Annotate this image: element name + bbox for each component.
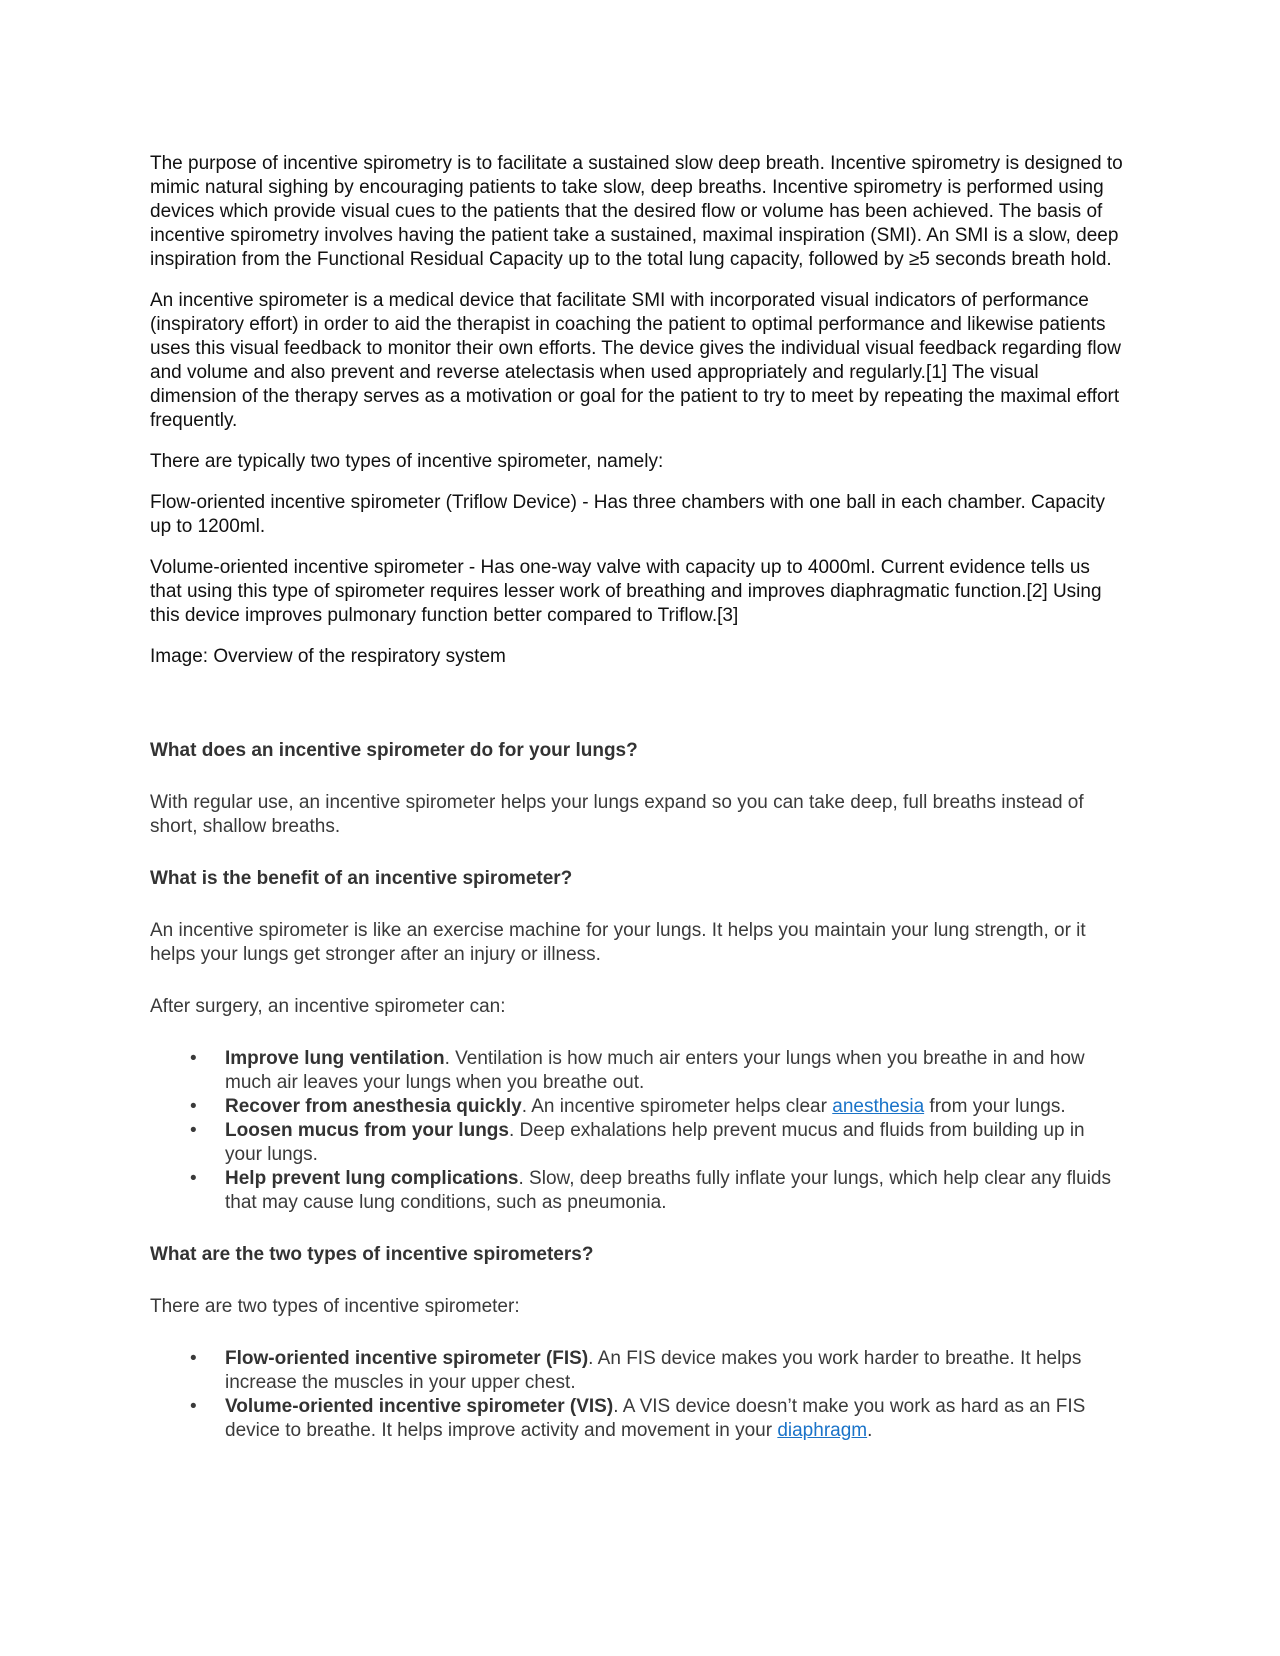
paragraph: Volume-oriented incentive spirometer - Has one-way valve with capacity up to 4000ml. Current evidence tells us that using this type of spirometer requires lesser work of breathing and improves diaphragmatic function.[2] Using this device improves pulmonary function better compared to Triflow.[3] — [150, 557, 1102, 626]
paragraph: There are typically two types of incentive spirometer, namely: — [150, 451, 664, 472]
document-page — [150, 152, 1125, 1471]
paragraph: After surgery, an incentive spirometer can: — [150, 996, 506, 1017]
list-item — [150, 1047, 1125, 1095]
benefits-list — [150, 1047, 1125, 1215]
item-title: Improve lung ventilation — [225, 1048, 445, 1069]
heading-what-does: What does an incentive spirometer do for your lungs? — [150, 740, 638, 761]
bullet-icon: • — [190, 1396, 197, 1417]
list-item — [150, 1095, 1125, 1119]
diaphragm-link[interactable]: diaphragm — [777, 1420, 868, 1441]
bullet-icon: • — [190, 1348, 197, 1369]
item-title: Recover from anesthesia quickly — [225, 1096, 522, 1117]
anesthesia-link[interactable]: anesthesia — [832, 1096, 925, 1117]
heading-two-types: What are the two types of incentive spirometers? — [150, 1244, 594, 1265]
item-text: . — [867, 1420, 873, 1441]
section-overview — [150, 152, 1125, 669]
bullet-icon: • — [190, 1048, 197, 1069]
paragraph: There are two types of incentive spirometer: — [150, 1296, 520, 1317]
item-title: Volume-oriented incentive spirometer (VIS) — [225, 1396, 614, 1417]
section-faq — [150, 739, 1125, 1443]
paragraph: Flow-oriented incentive spirometer (Triflow Device) - Has three chambers with one ball in each chamber. Capacity up to 1200ml. — [150, 492, 1105, 537]
item-text: . Deep exhalations help prevent mucus and fluids from building up in your lungs. — [225, 1120, 1085, 1165]
bullet-icon: • — [190, 1168, 197, 1189]
list-item — [150, 1167, 1125, 1215]
bullet-icon: • — [190, 1120, 197, 1141]
item-text: . An FIS device makes you work harder to breathe. It helps increase the muscles in your upper chest. — [225, 1348, 1082, 1393]
item-title: Help prevent lung complications — [225, 1168, 519, 1189]
item-title: Flow-oriented incentive spirometer (FIS) — [225, 1348, 589, 1369]
item-text: from your lungs. — [924, 1096, 1066, 1117]
list-item — [150, 1347, 1125, 1395]
paragraph: An incentive spirometer is a medical device that facilitate SMI with incorporated visual indicators of performance (inspiratory effort) in order to aid the therapist in coaching the patient to optimal performance and likewise patients uses this visual feedback to monitor their own efforts. The device gives the individual visual feedback regarding flow and volume and also prevent and reverse atelectasis when used appropriately and regularly.[1] The visual dimension of the therapy serves as a motivation or goal for the patient to try to meet by repeating the maximal effort frequently. — [150, 290, 1121, 431]
paragraph: An incentive spirometer is like an exercise machine for your lungs. It helps you maintain your lung strength, or it helps your lungs get stronger after an injury or illness. — [150, 920, 1086, 965]
item-text: . Ventilation is how much air enters your lungs when you breathe in and how much air leaves your lungs when you breathe out. — [225, 1048, 1085, 1093]
item-text: . An incentive spirometer helps clear — [521, 1096, 833, 1117]
paragraph: The purpose of incentive spirometry is to facilitate a sustained slow deep breath. Incentive spirometry is designed to mimic natural sighing by encouraging patients to take slow, deep breaths. Incentive spirometry is performed using devices which provide visual cues to the patients that the desired flow or volume has been achieved. The basis of incentive spirometry involves having the patient take a sustained, maximal inspiration (SMI). An SMI is a slow, deep inspiration from the Functional Residual Capacity up to the total lung capacity, followed by ≥5 seconds breath hold. — [150, 153, 1123, 270]
types-list — [150, 1347, 1125, 1443]
list-item — [150, 1119, 1125, 1167]
bullet-icon: • — [190, 1096, 197, 1117]
heading-benefit: What is the benefit of an incentive spirometer? — [150, 868, 573, 889]
image-caption: Image: Overview of the respiratory system — [150, 646, 506, 667]
paragraph: With regular use, an incentive spirometer helps your lungs expand so you can take deep, full breaths instead of short, shallow breaths. — [150, 792, 1084, 837]
item-title: Loosen mucus from your lungs — [225, 1120, 509, 1141]
list-item — [150, 1395, 1125, 1443]
item-text: . A VIS device doesn’t make you work as hard as an FIS device to breathe. It helps improve activity and movement in your — [225, 1396, 1086, 1441]
item-text: . Slow, deep breaths fully inflate your lungs, which help clear any fluids that may cause lung conditions, such as pneumonia. — [225, 1168, 1111, 1213]
